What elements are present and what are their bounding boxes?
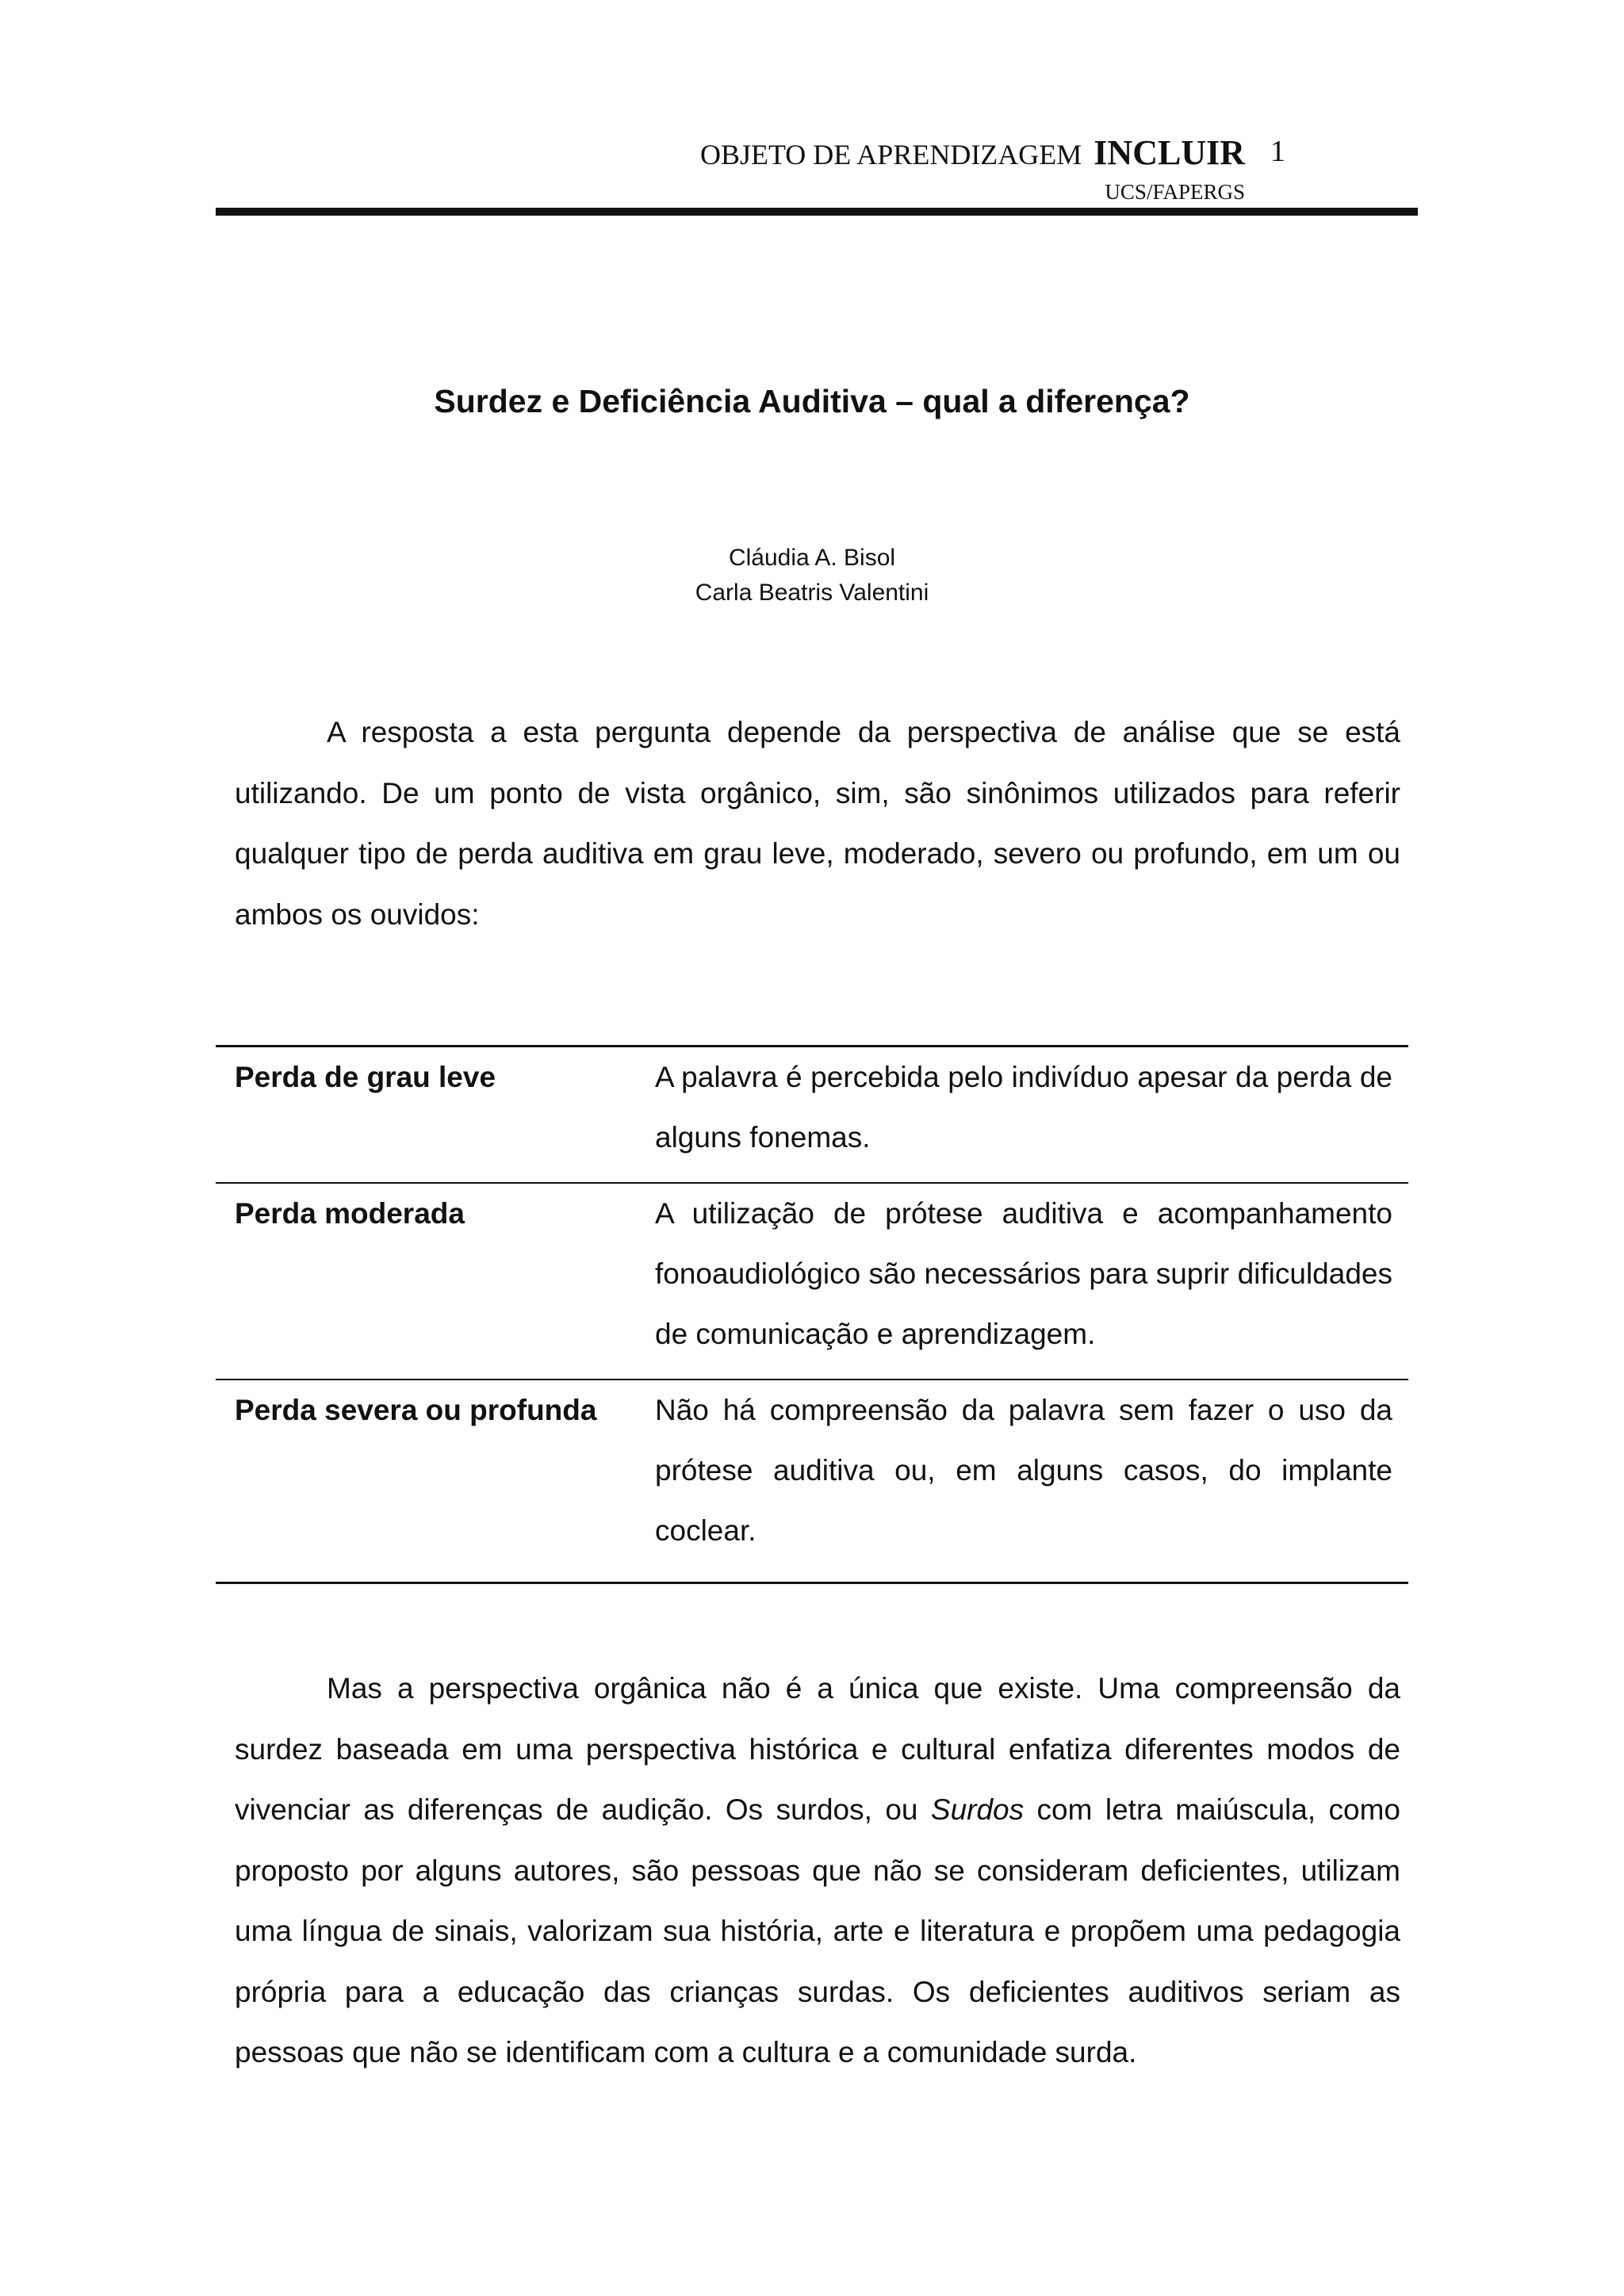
culture-paragraph: [235, 1659, 1400, 2084]
intro-paragraph-text: A resposta a esta pergunta depende da perspectiva de análise que se está utilizando. De um ponto de vista orgânico, sim, são sinônimos utilizados para referir qualquer tipo de perda auditiva em grau leve, moderado, severo ou profundo, em um ou ambos os ouvidos:: [235, 716, 1400, 931]
table-term: Perda moderada: [235, 1197, 465, 1230]
table-row: [216, 1047, 1408, 1184]
author-name: Carla Beatris Valentini: [695, 580, 929, 606]
italic-term: Surdos: [930, 1793, 1025, 1826]
running-header: [634, 135, 1245, 173]
table-description: A palavra é percebida pelo indivíduo apesar da perda de alguns fonemas.: [655, 1061, 1392, 1154]
header-subtitle: UCS/FAPERGS: [1105, 180, 1245, 204]
page-number: 1: [1270, 135, 1285, 168]
header-label: OBJETO DE APRENDIZAGEM: [699, 139, 1082, 170]
table-row: [216, 1380, 1408, 1583]
table-term: Perda severa ou profunda: [235, 1394, 597, 1426]
table-term: Perda de grau leve: [235, 1061, 496, 1093]
table-description: A utilização de prótese auditiva e acompanhamento fonoaudiológico são necessários para suprir dificuldades de comunicação e aprendizagem.: [655, 1197, 1392, 1350]
header-brand: INCLUIR: [1094, 133, 1245, 172]
table-row: [216, 1183, 1408, 1380]
header-rule: [216, 208, 1418, 216]
author-list: [0, 541, 1624, 610]
culture-paragraph-text-cont: com letra maiúscula, como proposto por alguns autores, são pessoas que não se consideram deficientes, utilizam uma língua de sinais, valorizam sua história, arte e literatura e propõem uma pedagogia própria para a educação das crianças surdas. Os deficientes auditivos seriam as pessoas que não se identificam com a cultura e a comunidade surda.: [235, 1793, 1400, 2068]
intro-paragraph: [235, 702, 1400, 945]
hearing-loss-table: [216, 1045, 1408, 1584]
table-description: Não há compreensão da palavra sem fazer o uso da prótese auditiva ou, em alguns casos, do implante coclear.: [655, 1394, 1392, 1547]
culture-paragraph-text: Mas a perspectiva orgânica não é a única que existe. Uma compreensão da surdez baseada em uma perspectiva histórica e cultural enfatiza diferentes modos de vivenciar as diferenças de audição. Os surdos, ou: [235, 1672, 1400, 1826]
document-title: Surdez e Deficiência Auditiva – qual a diferença?: [434, 383, 1190, 419]
author-name: Cláudia A. Bisol: [728, 545, 896, 571]
